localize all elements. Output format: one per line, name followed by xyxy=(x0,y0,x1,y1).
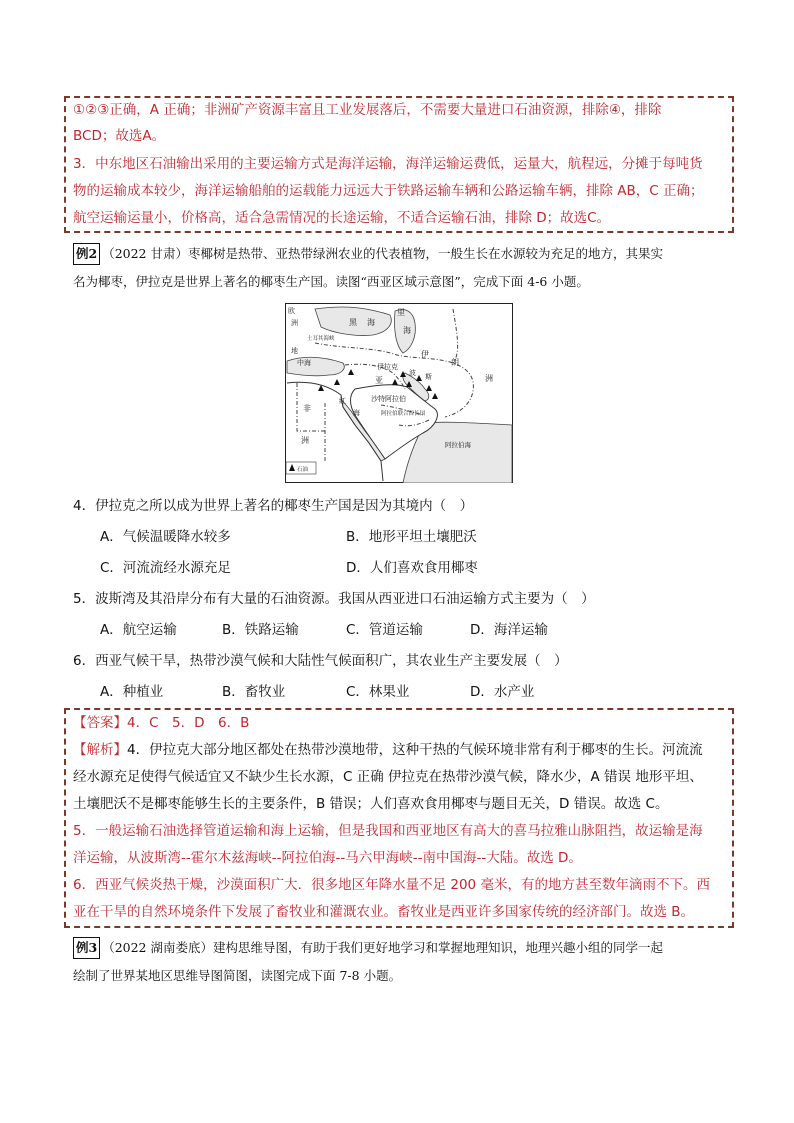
q6-option-b[interactable]: B．畜牧业 xyxy=(222,684,286,700)
q4-stem: 4．伊拉克之所以成为世界上著名的椰枣生产国是因为其境内（ ） xyxy=(73,498,474,514)
map-label-hong: 红 xyxy=(339,397,346,405)
q4-option-c[interactable]: C．河流流经水源充足 xyxy=(100,560,231,576)
example3-intro xyxy=(73,937,663,959)
map-label-arabian-sea: 阿拉伯海 xyxy=(445,441,471,449)
map-label-uae: 阿拉伯联合酋长国 xyxy=(381,411,426,417)
map-label-hai2: 海 xyxy=(403,326,411,335)
analysis-line-7: 亚在干旱的自然环境条件下发展了畜牧业和灌溉农业。畜牧业是西亚许多国家传统的经济部门。故选 B。 xyxy=(73,904,695,920)
map-label-lang: 朗 xyxy=(451,358,459,367)
example2-tag: 例2 xyxy=(73,243,100,265)
map-label-hei: 黑 xyxy=(349,318,357,327)
box1-line-2: BCD；故选A。 xyxy=(73,128,166,144)
example3-line2: 绘制了世界某地区思维导图简图，读图完成下面 7-8 小题。 xyxy=(73,968,402,983)
q5-stem: 5．波斯湾及其沿岸分布有大量的石油资源。我国从西亚进口石油运输方式主要为（ ） xyxy=(73,591,595,607)
map-label-zhonghai: 中海 xyxy=(297,359,311,367)
map-label-di: 地 xyxy=(291,347,298,355)
q4-option-a[interactable]: A．气候温暖降水较多 xyxy=(100,529,231,545)
analysis-line-3: 土壤肥沃不是椰枣能够生长的主要条件，B 错误；人们喜欢食用椰枣与题目无关，D 错误。故选 C。 xyxy=(73,796,669,812)
analysis-line-6: 6．西亚气候炎热干燥，沙漠面积广大．很多地区年降水量不足 200 毫米，有的地方甚至数年滴雨不下。西 xyxy=(73,877,710,893)
answer-values: 4．C 5．D 6．B xyxy=(127,715,250,731)
map-label-si: 斯 xyxy=(425,373,432,381)
q6-option-d[interactable]: D．水产业 xyxy=(470,684,535,700)
answer-tag: 【答案】 xyxy=(73,715,127,731)
box1-line-5: 航空运输运量小，价格高，适合急需情况的长途运输，不适合运输石油，排除 D；故选C。 xyxy=(73,210,611,226)
box1-line-4: 物的运输成本较少，海洋运输船舶的运载能力远远大于铁路运输车辆和公路运输车辆，排除 AB，C 正确； xyxy=(73,183,704,199)
analysis-text-1: 4．伊拉克大部分地区都处在热带沙漠地带，这种干热的气候环境非常有利于椰枣的生长。河流流 xyxy=(127,742,703,758)
map-label-turkish-strait: 土耳其海峡 xyxy=(307,336,335,342)
analysis-line-2: 经水源充足使得气候适宜又不缺少生长水源，C 正确 伊拉克在热带沙漠气候，降水少，A 错误 地形平坦、 xyxy=(73,769,703,785)
box1-line-3: 3．中东地区石油输出采用的主要运输方式是海洋运输，海洋运输运费低，运量大，航程远，分摊于每吨货 xyxy=(73,156,703,172)
map-label-ya: 亚 xyxy=(375,376,383,385)
analysis-line-1 xyxy=(73,740,703,760)
answer-line xyxy=(73,713,249,733)
example3-tag: 例3 xyxy=(73,937,100,959)
q6-option-c[interactable]: C．林果业 xyxy=(346,684,410,700)
example2-line1: （2022 甘肃）枣椰树是热带、亚热带绿洲农业的代表植物，一般生长在水源较为充足的地方，其果实 xyxy=(102,246,663,261)
q4-option-b[interactable]: B．地形平坦土壤肥沃 xyxy=(346,529,477,545)
map-label-zhou-asia: 洲 xyxy=(485,374,493,383)
example2-line2: 名为椰枣，伊拉克是世界上著名的椰枣生产国。读图“西亚区域示意图”，完成下面 4-6 小题。 xyxy=(73,274,589,289)
map-label-li: 里 xyxy=(397,308,405,317)
map-label-iraq: 伊拉克 xyxy=(377,363,398,371)
q5-option-a[interactable]: A．航空运输 xyxy=(100,622,177,638)
q6-stem: 6．西亚气候干旱，热带沙漠气候和大陆性气候面积广，其农业生产主要发展（ ） xyxy=(73,653,568,669)
example3-line1: （2022 湖南娄底）建构思维导图，有助于我们更好地学习和掌握地理知识，地理兴趣小组的同学一起 xyxy=(102,940,663,955)
q4-option-d[interactable]: D．人们喜欢食用椰枣 xyxy=(346,560,478,576)
analysis-line-4: 5．一般运输石油选择管道运输和海上运输，但是我国和西亚地区有高大的喜马拉雅山脉阻挡，故运输是海 xyxy=(73,823,703,839)
map-legend-oil: 石油 xyxy=(297,467,309,473)
map-label-fei: 非 xyxy=(303,404,311,413)
box1-line-1: ①②③正确，A 正确；非洲矿产资源丰富且工业发展落后，不需要大量进口石油资源，排除④，排除 xyxy=(73,102,662,118)
map-label-eu2: 洲 xyxy=(291,319,298,327)
q5-option-c[interactable]: C．管道运输 xyxy=(346,622,423,638)
example2-intro xyxy=(73,243,663,265)
q5-option-d[interactable]: D．海洋运输 xyxy=(470,622,548,638)
map-label-bo: 波 xyxy=(409,369,416,377)
map-label-hai3: 海 xyxy=(353,409,360,417)
q5-option-b[interactable]: B．铁路运输 xyxy=(222,622,299,638)
map-label-saudi: 沙特阿拉伯 xyxy=(371,395,406,403)
west-asia-map xyxy=(285,303,513,483)
map-label-zhou-africa: 洲 xyxy=(301,436,309,445)
analysis-line-5: 洋运输，从波斯湾--霍尔木兹海峡--阿拉伯海--马六甲海峡--南中国海--大陆。故选 D。 xyxy=(73,850,582,866)
map-label-eu1: 欧 xyxy=(288,307,295,315)
q6-option-a[interactable]: A．种植业 xyxy=(100,684,164,700)
analysis-tag: 【解析】 xyxy=(73,742,127,758)
map-label-yi: 伊 xyxy=(421,350,429,359)
map-label-hai1: 海 xyxy=(367,318,375,327)
